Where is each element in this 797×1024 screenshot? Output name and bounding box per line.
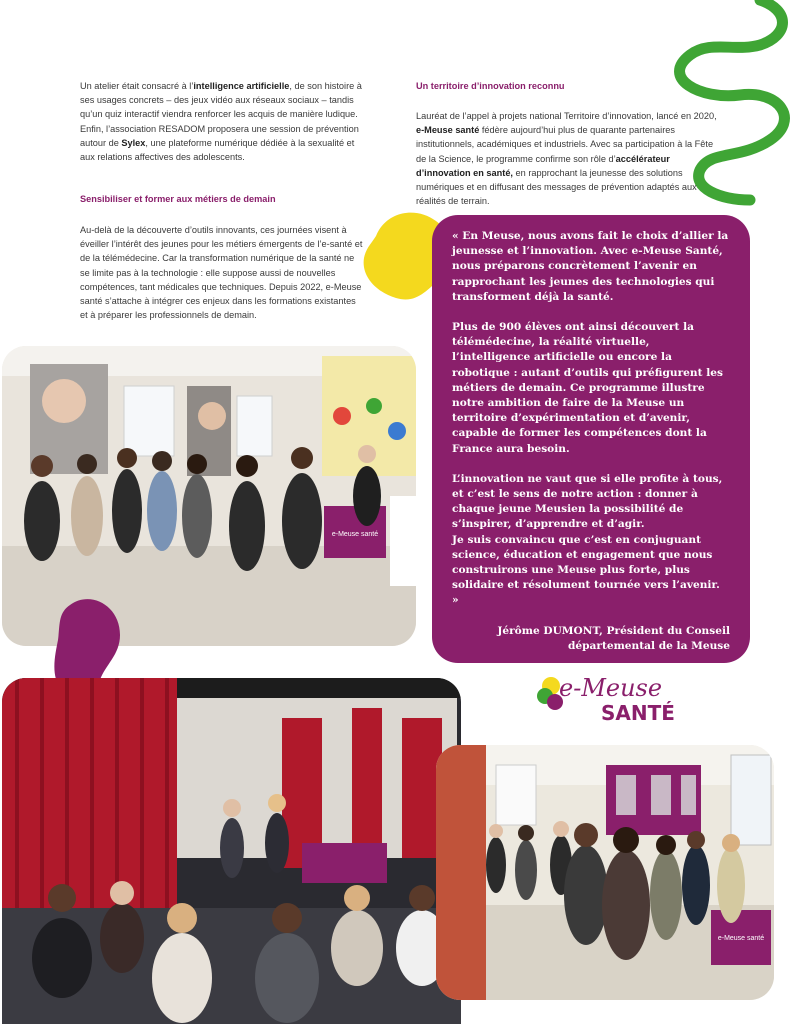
logo-text-line1: e-Meuse (559, 674, 663, 702)
right-paragraph: Lauréat de l’appel à projets national Territoire d’innovation, lancé en 2020, e-Meuse santé fédère aujourd’hui plus de quarante partenaires institutionnels, académiques et industriels. Avec sa participation à la Fête de la Science, le programme confirme son rôle d’accélérateur d’innovation en santé, en rapprochant la jeunesse des solutions numériques et en diffusant des messages de prévention adaptés aux réalités de terrain. (416, 111, 717, 207)
left-paragraph-2: Au-delà de la découverte d’outils innovants, ces journées visent à éveiller l’intérêt des jeunes pour les métiers émergents de l’e-santé et de la télémédecine. Car la transformation numérique de la santé ne se limite pas à la technologie : elle suppose aussi de nouvelles compétences, tant médicales que techniques. Depuis 2022, e-Meuse santé s’attache à intégrer ces enjeux dans les formations existantes et à préparer les professionnels de demain. (80, 225, 363, 321)
e-meuse-sante-logo (533, 668, 683, 726)
quote-paragraph-4: Je suis convaincu que c’est en conjuguant science, éducation et engagement que nous construirons une Meuse plus forte, plus solidaire et résolument tournée vers l’avenir. » (452, 533, 720, 607)
signature-line-1: Jérôme DUMONT, Président du Conseil (497, 624, 730, 637)
photo3-banner: e-Meuse santé (717, 935, 765, 942)
quote-paragraph-2: Plus de 900 élèves ont ainsi découvert la télémédecine, la réalité virtuelle, l’intelligence artificielle ou encore la robotique : autant d’outils qui préfigurent les métiers de demain. Ce programme illustre notre ambition de faire de la Meuse un territoire d’expérimentation et d’avenir, capable de former les compétences dont la France aura besoin. (452, 321, 723, 455)
quote-text (452, 229, 730, 654)
quote-paragraph-3: L’innovation ne vaut que si elle profite à tous, et c’est le sens de notre action : donner à chaque jeune Meusien la possibilité de s’inspirer, d’apprendre et d’agir. (452, 472, 723, 531)
left-intro-paragraph: Un atelier était consacré à l’intelligence artificielle, de son histoire à ses usages concrets – des jeux vidéo aux réseaux sociaux – tandis qu’un quiz interactif viendra renforcer les acquis de manière ludique. Enfin, l’association RESADOM proposera une session de prévention autour de Sylex, une plateforme numérique dédiée à la sexualité et aux relations affectives des adolescents. (80, 81, 362, 163)
quote-signature (452, 624, 730, 654)
photo-students-theater (2, 678, 461, 1024)
signature-line-2: départemental de la Meuse (567, 639, 730, 652)
logo-text-line2: SANTÉ (601, 701, 675, 725)
quote-paragraph-1: « En Meuse, nous avons fait le choix d’allier la jeunesse et l’innovation. Avec e-Meuse Santé, nous préparons concrètement l’avenir en rapprochant les jeunes des technologies qui transforment déjà la santé. (452, 230, 729, 303)
heading-sensibiliser: Sensibiliser et former aux métiers de demain (80, 194, 276, 204)
photo-students-hall (436, 745, 774, 1000)
photo1-banner: e-Meuse santé (331, 531, 379, 538)
heading-territoire: Un territoire d’innovation reconnu (416, 81, 565, 91)
